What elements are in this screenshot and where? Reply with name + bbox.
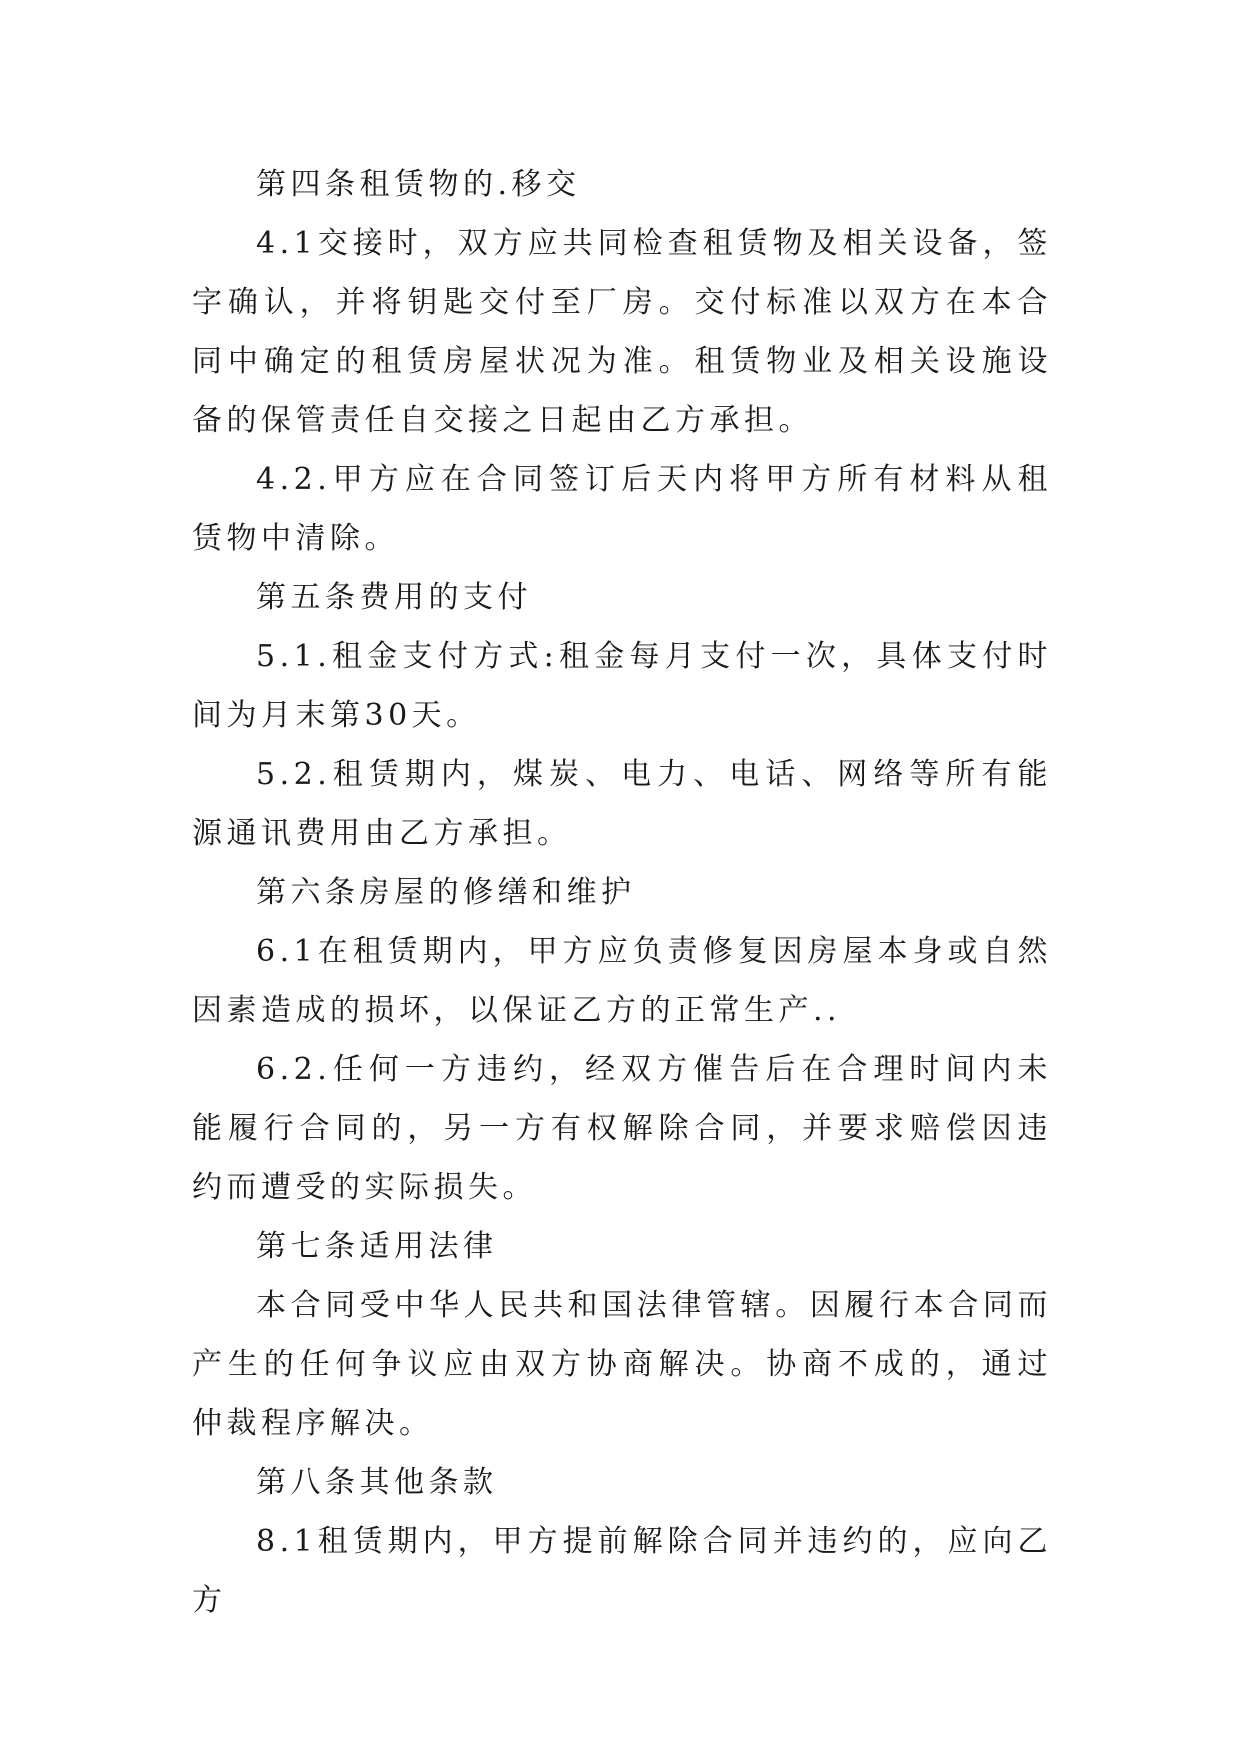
clause-7-body: 本合同受中华人民共和国法律管辖。因履行本合同而产生的任何争议应由双方协商解决。协商不成的，通过仲裁程序解决。 <box>192 1288 1052 1441</box>
clause-6-1: 6.1在租赁期内，甲方应负责修复因房屋本身或自然因素造成的损坏，以保证乙方的正常生产.. <box>192 934 1052 1028</box>
section-heading-8: 第八条其他条款 <box>256 1465 498 1500</box>
clause-6-2: 6.2.任何一方违约，经双方催告后在合理时间内未能履行合同的，另一方有权解除合同，并要求赔偿因违约而遭受的实际损失。 <box>192 1052 1052 1205</box>
clause-4-2: 4.2.甲方应在合同签订后天内将甲方所有材料从租赁物中清除。 <box>192 462 1052 556</box>
section-heading-6: 第六条房屋的修缮和维护 <box>256 875 636 910</box>
clause-4-1: 4.1交接时，双方应共同检查租赁物及相关设备，签字确认，并将钥匙交付至厂房。交付标准以双方在本合同中确定的租赁房屋状况为准。租赁物业及相关设施设备的保管责任自交接之日起由乙方承担。 <box>192 226 1052 438</box>
clause-5-2: 5.2.租赁期内，煤炭、电力、电话、网络等所有能源通讯费用由乙方承担。 <box>192 757 1052 851</box>
clause-8-1: 8.1租赁期内，甲方提前解除合同并违约的，应向乙方 <box>192 1524 1052 1618</box>
section-heading-7: 第七条适用法律 <box>256 1229 498 1264</box>
document-page <box>192 155 1052 1630</box>
clause-5-1: 5.1.租金支付方式:租金每月支付一次，具体支付时间为月末第30天。 <box>192 639 1052 733</box>
section-heading-4: 第四条租赁物的.移交 <box>256 167 581 202</box>
section-heading-5: 第五条费用的支付 <box>256 580 532 615</box>
